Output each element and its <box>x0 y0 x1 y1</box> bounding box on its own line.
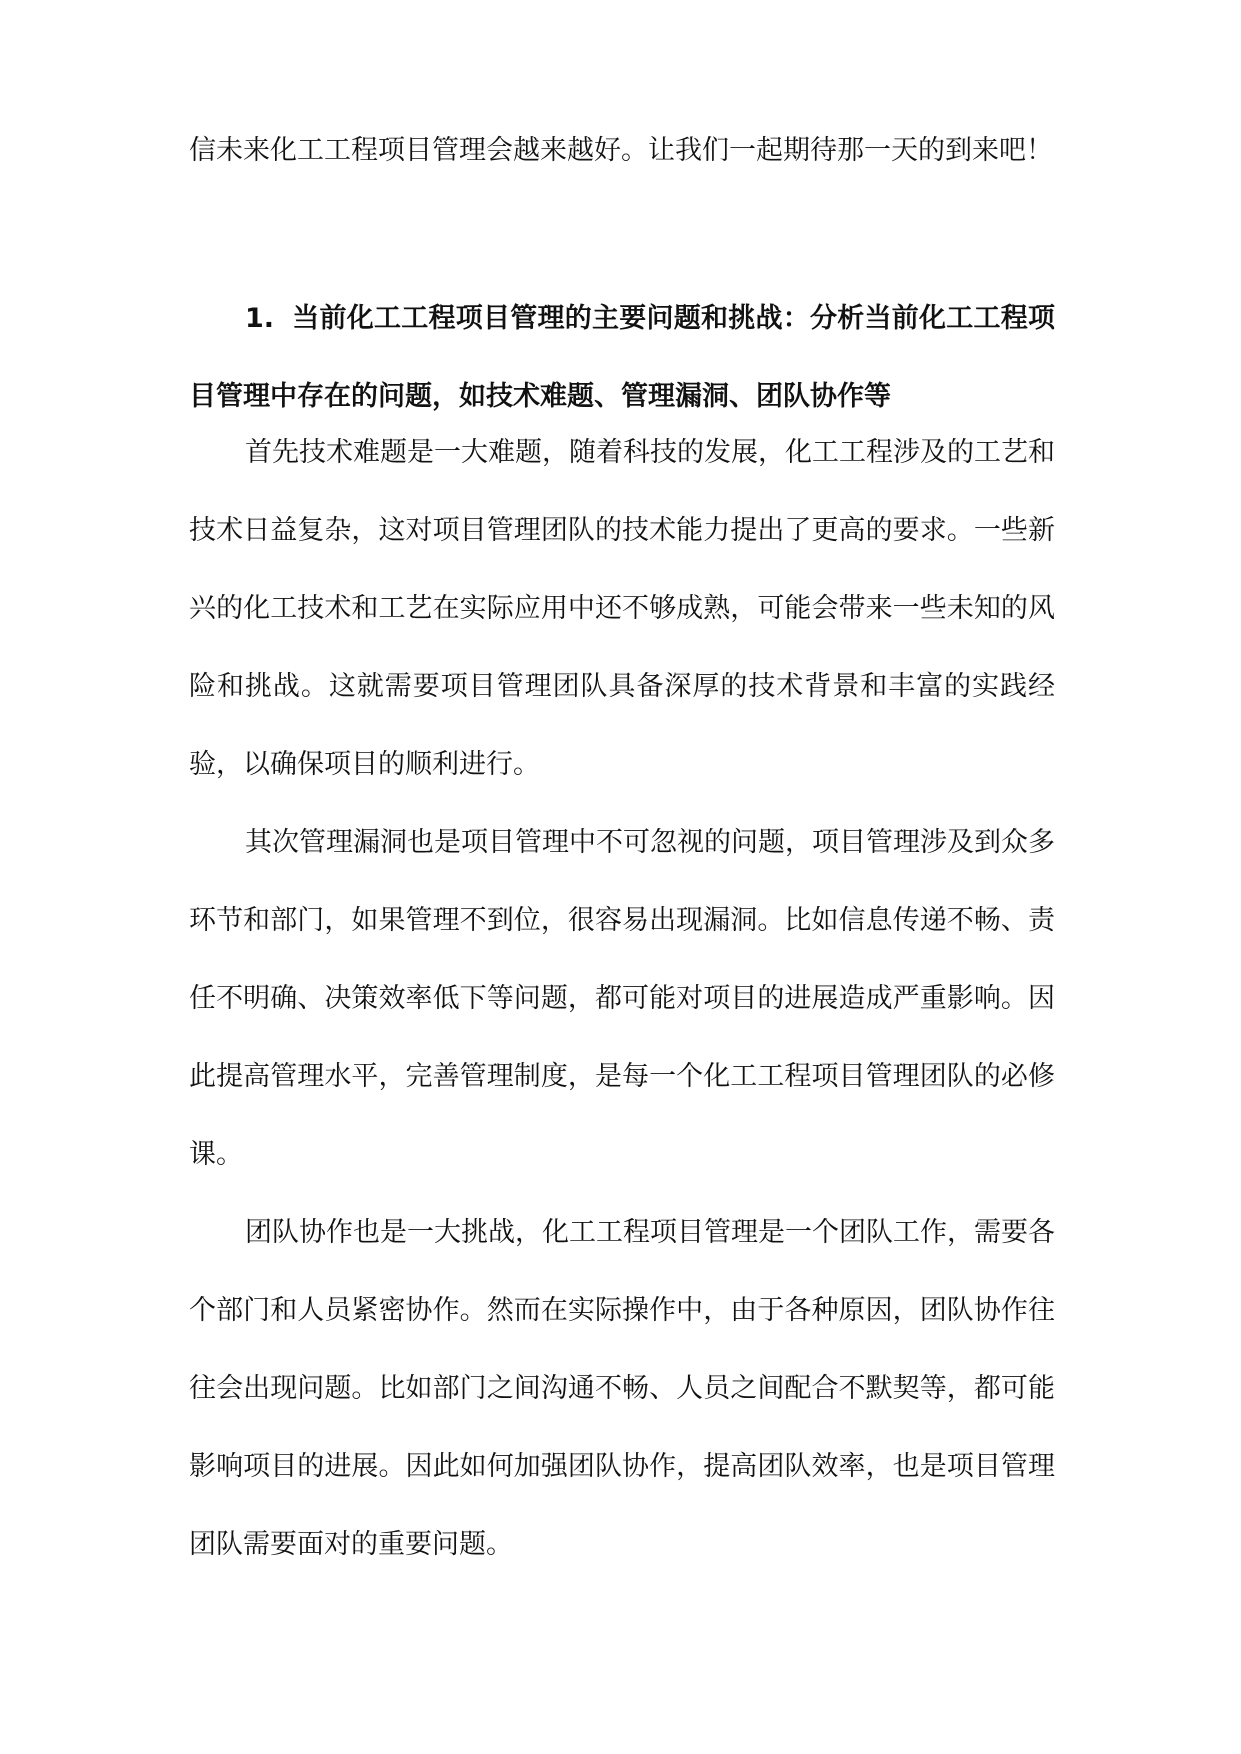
intro-block <box>189 112 1055 190</box>
body-text <box>189 414 1055 1584</box>
body-paragraph-teamwork: 团队协作也是一大挑战，化工工程项目管理是一个团队工作，需要各个部门和人员紧密协作。然而在实际操作中，由于各种原因，团队协作往往会出现问题。比如部门之间沟通不畅、人员之间配合不默契等，都可能影响项目的进展。因此如何加强团队协作，提高团队效率，也是项目管理团队需要面对的重要问题。 <box>189 1217 1055 1560</box>
section-heading-block <box>189 280 1055 436</box>
section-title: 当前化工工程项目管理的主要问题和挑战：分析当前化工工程项目管理中存在的问题，如技术难题、管理漏洞、团队协作等 <box>189 303 1055 412</box>
section-heading <box>189 280 1055 436</box>
body-paragraph-technical: 首先技术难题是一大难题，随着科技的发展，化工工程涉及的工艺和技术日益复杂，这对项目管理团队的技术能力提出了更高的要求。一些新兴的化工技术和工艺在实际应用中还不够成熟，可能会带来一些未知的风险和挑战。这就需要项目管理团队具备深厚的技术背景和丰富的实践经验，以确保项目的顺利进行。 <box>189 437 1055 780</box>
body-paragraph-management: 其次管理漏洞也是项目管理中不可忽视的问题，项目管理涉及到众多环节和部门，如果管理不到位，很容易出现漏洞。比如信息传递不畅、责任不明确、决策效率低下等问题，都可能对项目的进展造成严重影响。因此提高管理水平，完善管理制度，是每一个化工工程项目管理团队的必修课。 <box>189 827 1055 1170</box>
intro-paragraph: 信未来化工工程项目管理会越来越好。让我们一起期待那一天的到来吧！ <box>189 135 1053 166</box>
section-number: 1. <box>245 303 275 334</box>
